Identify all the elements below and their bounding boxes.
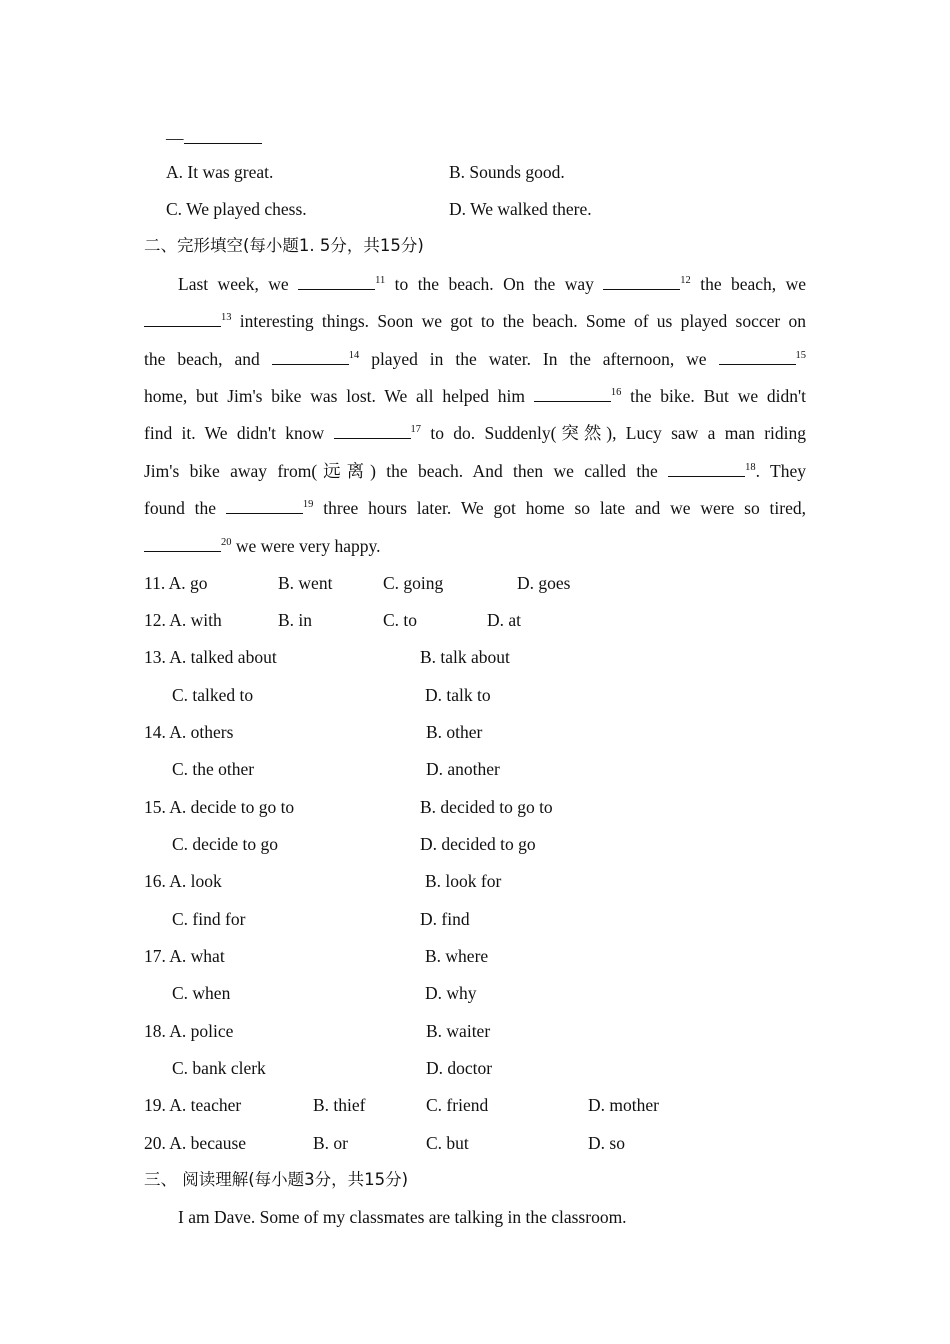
prev-option-d: D. We walked there. — [449, 199, 592, 219]
q20-a: 20. A. because — [144, 1133, 247, 1153]
q12-d: D. at — [487, 610, 522, 630]
blank-16 — [534, 386, 611, 402]
q15-c: C. decide to go — [172, 834, 278, 854]
q13-c: C. talked to — [172, 685, 254, 705]
q12-b: B. in — [278, 610, 313, 630]
q13-d: D. talk to — [425, 685, 491, 705]
q11-b: B. went — [278, 573, 333, 593]
blank-13 — [144, 311, 221, 327]
passage-line-3: the beach, and $^{14}$ played in the water. In the afternoon, we $^{15}$ — [144, 349, 807, 369]
answer-dash: — — [166, 128, 184, 148]
q16-a: 16. A. look — [144, 871, 222, 891]
passage-line-6: Jim's bike away from(远离) the beach. And then we called the $^{18}$. They — [144, 461, 806, 481]
blank-14 — [272, 349, 349, 365]
q17-a: 17. A. what — [144, 946, 225, 966]
blank-19 — [226, 498, 303, 514]
q16-c: C. find for — [172, 909, 246, 929]
q20-c: C. but — [426, 1133, 469, 1153]
passage-line-1: Last week, we $^{11}$ to the beach. On the way $^{12}$ the beach, we — [178, 274, 807, 294]
q14-a: 14. A. others — [144, 722, 234, 742]
blank-15 — [719, 349, 796, 365]
prev-option-b: B. Sounds good. — [449, 162, 565, 182]
q18-a: 18. A. police — [144, 1021, 234, 1041]
q11-c: C. going — [383, 573, 444, 593]
passage-line-2: $^{13}$ interesting things. Soon we got to the beach. Some of us played soccer on — [144, 310, 806, 332]
q19-c: C. friend — [426, 1095, 489, 1115]
q15-d: D. decided to go — [420, 834, 536, 854]
passage-line-4: home, but Jim's bike was lost. We all helped him $^{16}$ the bike. But we didn't — [144, 386, 807, 406]
section2-heading: 二、完形填空(每小题1. 5分，共15分) — [144, 236, 424, 255]
blank-18 — [668, 461, 745, 477]
q13-b: B. talk about — [420, 647, 510, 667]
passage-line-7: found the $^{19}$ three hours later. We got home so late and we were so tired, — [144, 498, 807, 518]
q17-d: D. why — [425, 983, 477, 1003]
section3-heading: 三、 阅读理解(每小题3分，共15分) — [144, 1170, 409, 1189]
q16-b: B. look for — [425, 871, 502, 891]
prev-option-c: C. We played chess. — [166, 199, 307, 219]
q13-a: 13. A. talked about — [144, 647, 277, 667]
q19-a: 19. A. teacher — [144, 1095, 242, 1115]
q19-d: D. mother — [588, 1095, 659, 1115]
q17-c: C. when — [172, 983, 231, 1003]
section3-intro: I am Dave. Some of my classmates are talking in the classroom. — [178, 1207, 627, 1227]
blank-17 — [334, 423, 411, 439]
passage-line-5: find it. We didn't know $^{17}$ to do. Suddenly(突然), Lucy saw a man riding — [144, 423, 806, 443]
blank-20 — [144, 536, 221, 552]
q15-b: B. decided to go to — [420, 797, 553, 817]
q18-b: B. waiter — [426, 1021, 491, 1041]
q15-a: 15. A. decide to go to — [144, 797, 295, 817]
q14-b: B. other — [426, 722, 483, 742]
passage-line-8: $^{20}$ we were very happy. — [144, 535, 381, 557]
blank-11 — [298, 274, 375, 290]
q16-d: D. find — [420, 909, 470, 929]
answer-line — [166, 127, 262, 149]
q20-b: B. or — [313, 1133, 348, 1153]
q11-d: D. goes — [517, 573, 571, 593]
q17-b: B. where — [425, 946, 489, 966]
q11-a: 11. A. go — [144, 573, 208, 593]
q12-c: C. to — [383, 610, 418, 630]
q14-c: C. the other — [172, 759, 255, 779]
q18-d: D. doctor — [426, 1058, 493, 1078]
q12-a: 12. A. with — [144, 610, 222, 630]
prev-option-a: A. It was great. — [166, 162, 274, 182]
q18-c: C. bank clerk — [172, 1058, 266, 1078]
q20-d: D. so — [588, 1133, 625, 1153]
answer-blank — [184, 128, 262, 144]
q19-b: B. thief — [313, 1095, 366, 1115]
q14-d: D. another — [426, 759, 500, 779]
blank-12 — [603, 274, 680, 290]
